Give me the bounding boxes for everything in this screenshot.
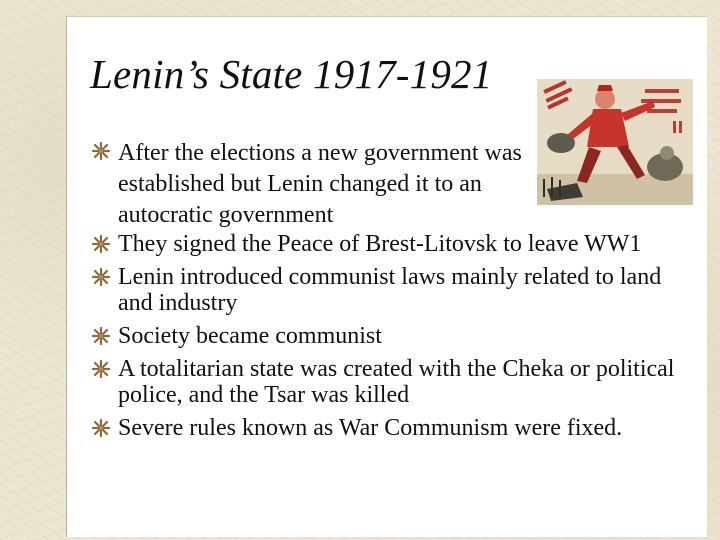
- bullet-item: [92, 231, 692, 257]
- bullet-text: Severe rules known as War Communism were fixed.: [118, 415, 623, 441]
- bullet-text: After the elections a new government was established but Lenin changed it to an autocratic government: [118, 140, 522, 228]
- star-bullet-icon: [92, 235, 110, 253]
- star-bullet-icon: [92, 360, 110, 378]
- slide-title: Lenin’s State 1917-1921: [90, 51, 493, 97]
- bullet-item: [92, 415, 692, 441]
- star-bullet-icon: [92, 419, 110, 437]
- bullet-item: [92, 323, 692, 349]
- bullet-text: They signed the Peace of Brest-Litovsk to leave WW1: [118, 231, 642, 257]
- star-bullet-icon: [92, 142, 110, 160]
- bullet-item: [92, 264, 692, 316]
- bullet-text: A totalitarian state was created with the Cheka or political police, and the Tsar was killed: [118, 356, 675, 408]
- bullet-item: [92, 138, 692, 231]
- star-bullet-icon: [92, 327, 110, 345]
- bullet-list: [92, 138, 692, 448]
- bullet-item: [92, 356, 692, 408]
- star-bullet-icon: [92, 268, 110, 286]
- bullet-text: Society became communist: [118, 323, 382, 349]
- bullet-text: Lenin introduced communist laws mainly related to land and industry: [118, 264, 662, 316]
